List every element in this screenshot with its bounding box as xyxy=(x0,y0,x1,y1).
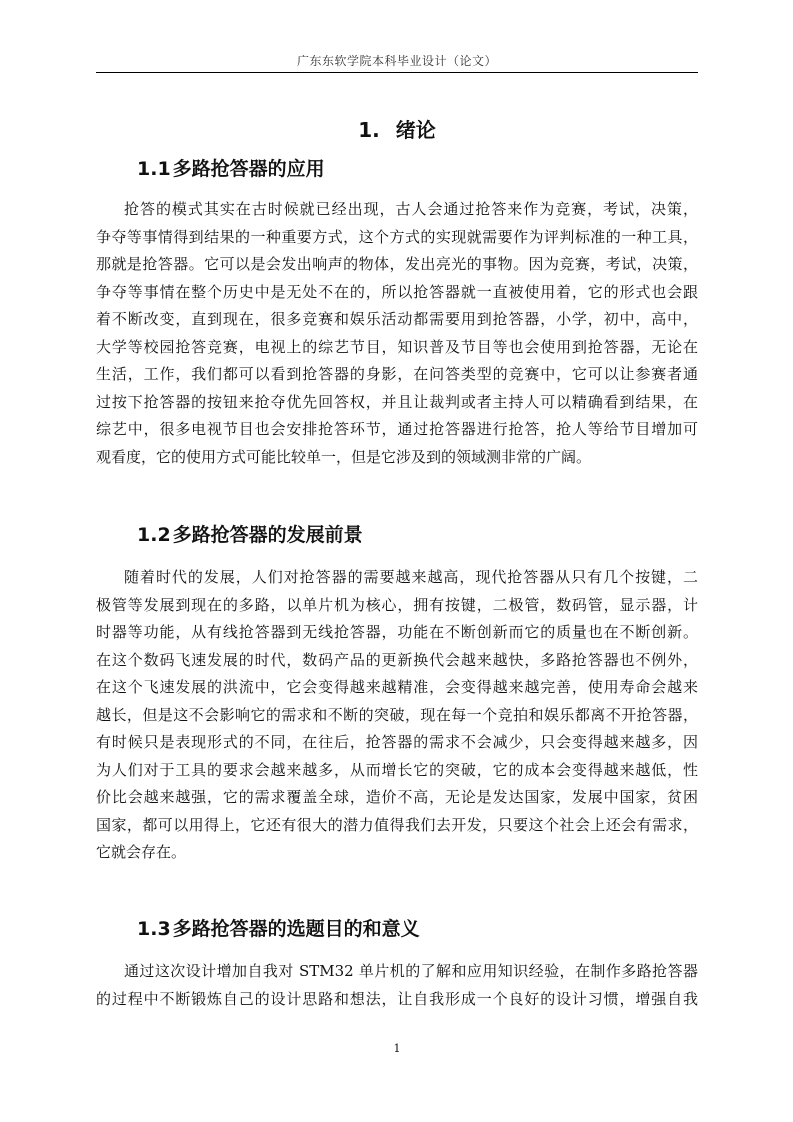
paragraph-line: 为人们对于工具的要求会越来越多，从而增长它的突破，它的成本会变得越来越低，性 xyxy=(96,760,698,779)
paragraph-line: 抢答的模式其实在古时候就已经出现，古人会通过抢答来作为竞赛，考试，决策， xyxy=(124,200,698,218)
page-header: 广东东软学院本科毕业设计（论文） xyxy=(296,54,497,68)
header-rule xyxy=(96,72,698,73)
section-number: 1.1 xyxy=(137,158,171,180)
paragraph-line: 大学等校园抢答竞赛，电视上的综艺节目，知识普及节目等也会使用到抢答器，无论在 xyxy=(96,337,698,356)
section-number: 1.2 xyxy=(137,524,171,546)
section-1-2-paragraph xyxy=(96,564,698,867)
paragraph-line: 越长，但是这不会影响它的需求和不断的突破，现在每一个竞拍和娱乐都离不开抢答器， xyxy=(96,705,698,724)
paragraph-line: 价比会越来越强，它的需求覆盖全球，造价不高，无论是发达国家，发展中国家，贫困 xyxy=(96,788,698,806)
paragraph-line: 在这个飞速发展的洪流中，它会变得越来越精准，会变得越来越完善，使用寿命会越来 xyxy=(96,678,698,696)
section-number: 1.3 xyxy=(137,918,171,940)
paragraph-line: 那就是抢答器。它可以是会发出响声的物体，发出亮光的事物。因为竞赛，考试，决策， xyxy=(96,255,698,273)
page-number: 1 xyxy=(393,1042,401,1055)
chapter-title-text: 绪论 xyxy=(395,118,436,142)
section-1-1-paragraph xyxy=(96,196,698,471)
paragraph-line: 争夺等事情在整个历史中是无处不在的，所以抢答器就一直被使用着，它的形式也会跟 xyxy=(96,282,698,301)
chapter-number: 1. xyxy=(358,118,380,142)
paragraph-line: 着不断改变，直到现在，很多竞赛和娱乐活动都需要用到抢答器，小学，初中，高中， xyxy=(96,310,698,328)
paragraph-line: 争夺等事情得到结果的一种重要方式，这个方式的实现就需要作为评判标准的一种工具， xyxy=(96,227,698,246)
paragraph-line: 在这个数码飞速发展的时代，数码产品的更新换代会越来越快，多路抢答器也不例外， xyxy=(96,650,698,669)
paragraph-line: 过按下抢答器的按钮来抢夺优先回答权，并且让裁判或者主持人可以精确看到结果，在 xyxy=(96,392,698,411)
paragraph-line: 国家，都可以用得上，它还有很大的潜力值得我们去开发，只要这个社会上还会有需求， xyxy=(96,815,698,834)
section-heading-1-3 xyxy=(137,914,420,941)
chapter-title xyxy=(96,114,698,143)
paragraph-line: 它就会存在。 xyxy=(96,843,187,861)
paragraph-line: 通过这次设计增加自我对 STM32 单片机的了解和应用知识经验，在制作多路抢答器 xyxy=(124,962,698,980)
section-heading-1-1 xyxy=(137,154,325,181)
section-heading-1-2 xyxy=(137,520,363,547)
paragraph-line: 综艺中，很多电视节目也会安排抢答环节，通过抢答器进行抢答，抢人等给节目增加可 xyxy=(96,420,698,438)
paragraph-line: 有时候只是表现形式的不同，在往后，抢答器的需求不会减少，只会变得越来越多，因 xyxy=(96,733,698,751)
section-1-3-paragraph xyxy=(96,958,698,1013)
paragraph-line: 观看度，它的使用方式可能比较单一，但是它涉及到的领域测非常的广阔。 xyxy=(96,447,592,466)
paragraph-line: 的过程中不断锻炼自己的设计思路和想法，让自我形成一个良好的设计习惯，增强自我 xyxy=(96,989,698,1008)
paragraph-line: 随着时代的发展，人们对抢答器的需要越来越高，现代抢答器从只有几个按键，二 xyxy=(124,568,698,586)
section-title-text: 多路抢答器的应用 xyxy=(172,158,325,180)
paragraph-line: 极管等发展到现在的多路，以单片机为核心，拥有按键，二极管，数码管，显示器，计 xyxy=(96,595,698,614)
section-title-text: 多路抢答器的发展前景 xyxy=(172,524,363,546)
paragraph-line: 时器等功能，从有线抢答器到无线抢答器，功能在不断创新而它的质量也在不断创新。 xyxy=(96,623,698,641)
section-title-text: 多路抢答器的选题目的和意义 xyxy=(172,918,420,940)
paragraph-line: 生活，工作，我们都可以看到抢答器的身影，在问答类型的竞赛中，它可以让参赛者通 xyxy=(96,365,698,383)
